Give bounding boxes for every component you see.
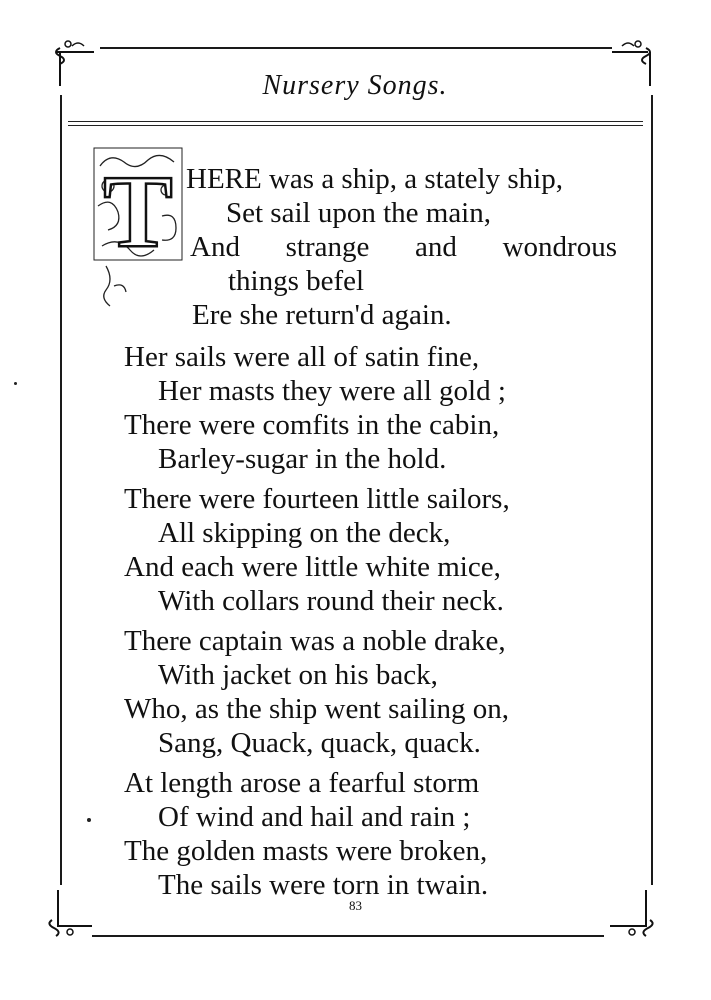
frame-right-line: [651, 95, 653, 885]
poem-line: Sang, Quack, quack, quack.: [158, 727, 481, 759]
frame-bottom-line: [92, 935, 604, 937]
poem-line: Ere she return'd again.: [192, 299, 452, 331]
poem-word: strange: [285, 231, 370, 263]
poem-word: and: [415, 231, 457, 263]
frame-left-line: [60, 95, 62, 885]
frame-top-line: [100, 47, 612, 49]
poem-line: Her sails were all of satin fine,: [124, 341, 480, 373]
poem-line: things befel: [228, 265, 365, 297]
poem-word: And: [190, 231, 240, 263]
page-number: 83: [349, 898, 362, 913]
header-rule-1: [68, 121, 643, 122]
poem-line: There captain was a noble drake,: [124, 625, 506, 657]
header-rule-2: [68, 125, 643, 126]
poem-line-justified: [190, 230, 617, 264]
poem-line: Her masts they were all gold ;: [158, 375, 506, 407]
ink-speck: [14, 382, 17, 385]
poem-line: At length arose a fearful storm: [124, 767, 480, 799]
poem-line: With collars round their neck.: [158, 585, 504, 617]
drop-cap-letter: T: [103, 154, 173, 269]
poem-line: With jacket on his back,: [158, 659, 438, 691]
poem-line: Barley-sugar in the hold.: [158, 443, 447, 475]
poem-line: The sails were torn in twain.: [158, 869, 489, 901]
poem-line: There were comfits in the cabin,: [124, 409, 500, 441]
poem-line: Who, as the ship went sailing on,: [124, 693, 510, 725]
poem-word: wondrous: [502, 231, 617, 263]
running-head: Nursery Songs.: [262, 70, 448, 101]
poem-line: Set sail upon the main,: [226, 197, 491, 229]
poem-line: HERE was a ship, a stately ship,: [186, 163, 563, 195]
ink-speck: [87, 818, 91, 822]
poem-line: All skipping on the deck,: [158, 517, 451, 549]
poem-line: Of wind and hail and rain ;: [158, 801, 471, 833]
poem-line: And each were little white mice,: [124, 551, 501, 583]
poem-line: The golden masts were broken,: [124, 835, 488, 867]
poem-line: There were fourteen little sailors,: [124, 483, 510, 515]
ornamental-drop-cap: [92, 146, 188, 316]
